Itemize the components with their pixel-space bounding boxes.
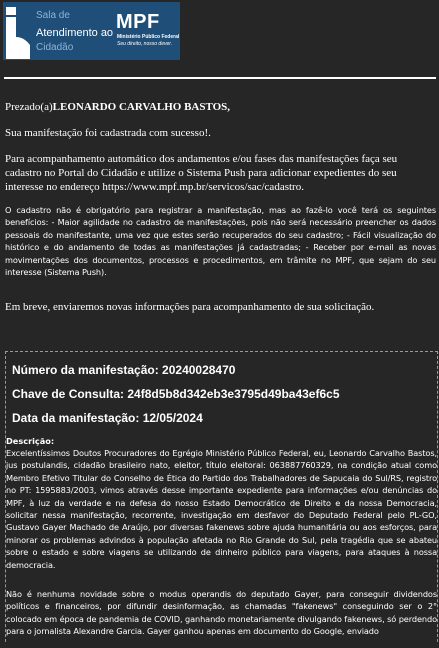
- sac-banner: [3, 2, 180, 60]
- query-key: Chave de Consulta: 24f8d5b8d342eb3e3795d49ba43ef6c5: [12, 387, 340, 401]
- description-label: Descrição:: [6, 436, 55, 446]
- success-message: Sua manifestação foi cadastrada com sucesso!.: [5, 127, 211, 139]
- manifestation-number: Número da manifestação: 20240028470: [12, 363, 236, 377]
- header-divider: [4, 77, 436, 79]
- banner-line-3: Cidadão: [36, 42, 74, 53]
- greeting-prefix: Prezado(a): [5, 101, 53, 113]
- description-paragraph-1: Excelentíssimos Doutos Procuradores do Egrégio Ministério Público Federal, eu, Leonardo Carvalho Bastos, jus postulandis, cidadão brasileiro nato, eleitor, título eleitoral: 063887760329, na condição atual como Membro Efetivo Titular do Conselho de Ética do Partido dos Trabalhadores de Sapucaia do Sul/RS, registro no PT: 1595883/2003, vimos através desse importante expediente para informações e/ou denúncias do MPF, à luz da verdade e na defesa do nosso Estado Democrático de Direito e da nossa Democracia, solicitar nessa manifestação, recorrente, investigação em desfavor do Deputado Federal pelo PL-GO, Gustavo Gayer Machado de Araújo, por diversas fakenews sobre ajuda humanitária ou aos esforços, para minorar os problemas advindos à população afetada no Rio Grande do Sul, pela tragédia que se abateu sobre o estado e sobre viagens se utilizando de dinheiro público para viagens, para ataques à nossa democracia.: [6, 448, 437, 570]
- mpf-logo-block: [116, 12, 180, 52]
- closing-message: Em breve, enviaremos novas informações para acompanhamento de sua solicitação.: [5, 301, 375, 313]
- recipient-name: LEONARDO CARVALHO BASTOS,: [52, 101, 231, 113]
- description-paragraph-2: Não é nenhuma novidade sobre o modus operandis do deputado Gayer, para conseguir dividendos políticos e financeiros, por difundir desinformação, as chamadas "fakenews" conseguindo ser o 2° colocado em época de pandemia de COVID, ganhando monetariamente divulgando fakenews, só perdendo para o jornalista Alexandre Garcia. Gayer ganhou apenas em documento do Google, enviado: [6, 589, 437, 637]
- banner-line-1: Sala de: [36, 10, 70, 21]
- greeting: [5, 100, 435, 114]
- info-i-icon: [4, 7, 32, 59]
- mpf-logo-subtitle: Ministério Público Federal: [117, 34, 180, 40]
- mpf-logo-slogan: Seu direito, nosso dever.: [117, 41, 173, 47]
- mpf-logo: MPF: [116, 11, 160, 33]
- follow-up-message: Para acompanhamento automático dos andamentos e/ou fases das manifestações faça seu cadastro no Portal do Cidadão e utilize o Sistema Push para adicionar expedientes do seu interesse no endereço https://www.mpf.mp.br/servicos/sac/cadastro.: [5, 153, 398, 193]
- banner-line-2: Atendimento ao: [36, 27, 114, 39]
- manifestation-details: [5, 351, 438, 642]
- registration-benefits: O cadastro não é obrigatório para registrar a manifestação, mas ao fazê-lo você terá os seguintes benefícios: - Maior agilidade no cadastro de manifestações, pois não será necessário preencher os dados pessoais do manifestante, uma vez que estes serão recuperados do seu cadastro; - Fácil visualização do histórico e do andamento de todas as manifestações já cadastradas; - Receber por e-mail as novas movimentações dos documentos, processos e procedimentos, em trâmite no MPF, que sejam do seu interesse (Sistema Push).: [5, 205, 436, 278]
- manifestation-date: Data da manifestação: 12/05/2024: [12, 411, 203, 425]
